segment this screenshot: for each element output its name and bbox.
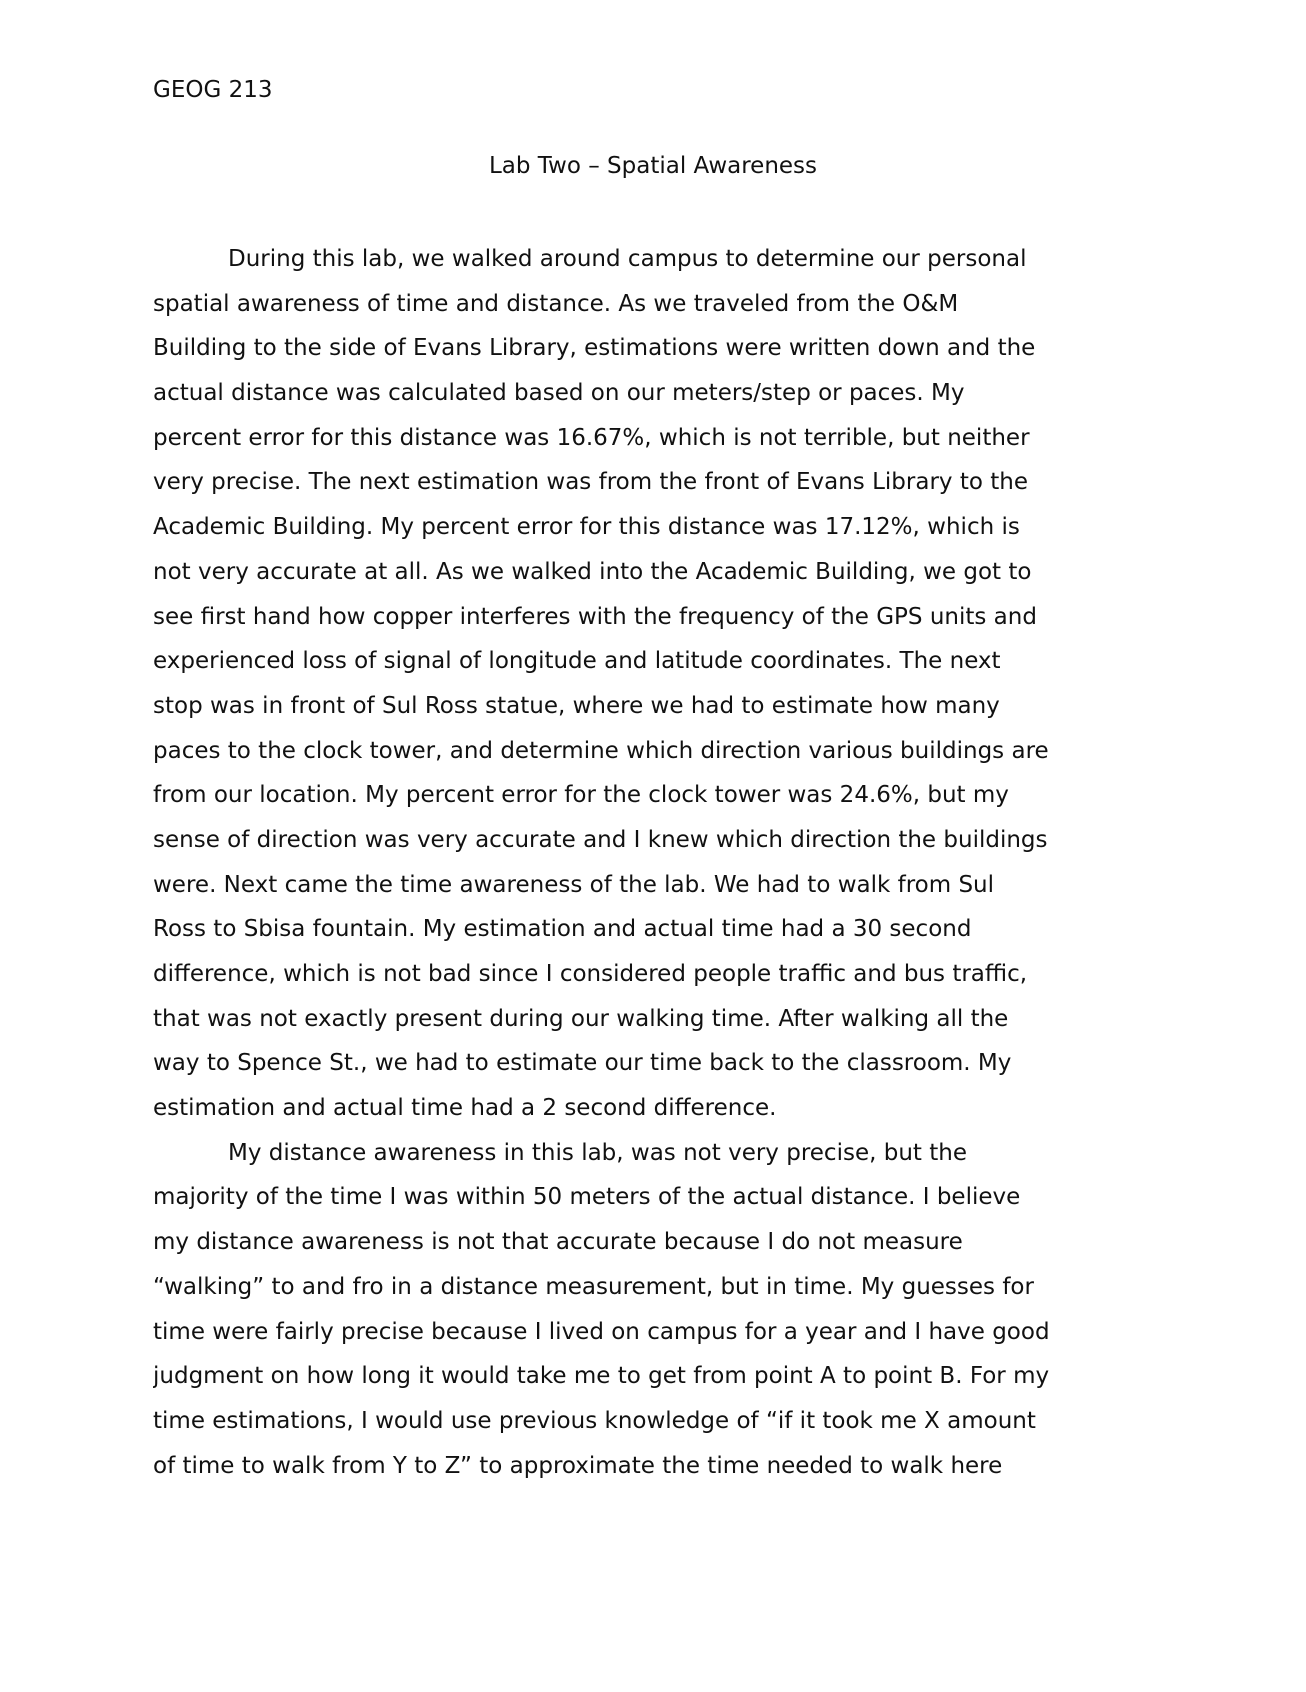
document-title: Lab Two – Spatial Awareness <box>488 153 818 179</box>
paragraph-2-line: “walking” to and fro in a distance measurement, but in time. My guesses for <box>153 1273 1034 1300</box>
paragraph-2-line: My distance awareness in this lab, was not very precise, but the <box>228 1139 967 1166</box>
paragraph-1-line: paces to the clock tower, and determine which direction various buildings are <box>153 737 1049 764</box>
paragraph-1-line: very precise. The next estimation was from the front of Evans Library to the <box>153 469 1028 496</box>
paragraph-1-line: difference, which is not bad since I considered people traffic and bus traffic, <box>153 961 1028 987</box>
paragraph-1-line: actual distance was calculated based on our meters/step or paces. My <box>153 380 965 407</box>
paragraph-1-line: not very accurate at all. As we walked into the Academic Building, we got to <box>153 558 1032 585</box>
paragraph-1-line: Building to the side of Evans Library, estimations were written down and the <box>153 335 1036 362</box>
paragraph-1-line: from our location. My percent error for the clock tower was 24.6%, but my <box>153 782 1009 809</box>
paragraph-2-line: my distance awareness is not that accurate because I do not measure <box>153 1229 963 1256</box>
document-body <box>153 237 1158 1488</box>
paragraph-1-line: Academic Building. My percent error for this distance was 17.12%, which is <box>153 514 1020 541</box>
paragraph-1-line: spatial awareness of time and distance. As we traveled from the O&M <box>153 290 959 317</box>
paragraph-1-line: estimation and actual time had a 2 second difference. <box>153 1095 777 1122</box>
paragraph-2-line: time were fairly precise because I lived on campus for a year and I have good <box>153 1318 1050 1345</box>
paragraph-2-line: majority of the time I was within 50 meters of the actual distance. I believe <box>153 1184 1021 1211</box>
paragraph-1-line: experienced loss of signal of longitude and latitude coordinates. The next <box>153 648 1001 675</box>
paragraph-1-line: that was not exactly present during our walking time. After walking all the <box>153 1005 1009 1032</box>
paragraph-2-line: time estimations, I would use previous knowledge of “if it took me X amount <box>153 1407 1036 1434</box>
paragraph-1-line: Ross to Sbisa fountain. My estimation and actual time had a 30 second <box>153 916 972 943</box>
paragraph-1-line: During this lab, we walked around campus to determine our personal <box>228 246 1027 272</box>
paragraph-1-line: stop was in front of Sul Ross statue, where we had to estimate how many <box>153 692 1000 719</box>
paragraph-2-line: judgment on how long it would take me to get from point A to point B. For my <box>153 1363 1050 1390</box>
course-code: GEOG 213 <box>153 77 273 103</box>
paragraph-1-line: see first hand how copper interferes with the frequency of the GPS units and <box>153 603 1037 630</box>
paragraph-1-line: percent error for this distance was 16.67%, which is not terrible, but neither <box>153 424 1030 451</box>
paragraph-1-line: way to Spence St., we had to estimate our time back to the classroom. My <box>153 1050 1012 1077</box>
paragraph-1-line: were. Next came the time awareness of the lab. We had to walk from Sul <box>153 871 995 898</box>
paragraph-1-line: sense of direction was very accurate and I knew which direction the buildings <box>153 826 1048 853</box>
paragraph-2-line: of time to walk from Y to Z” to approximate the time needed to walk here <box>153 1452 1003 1479</box>
